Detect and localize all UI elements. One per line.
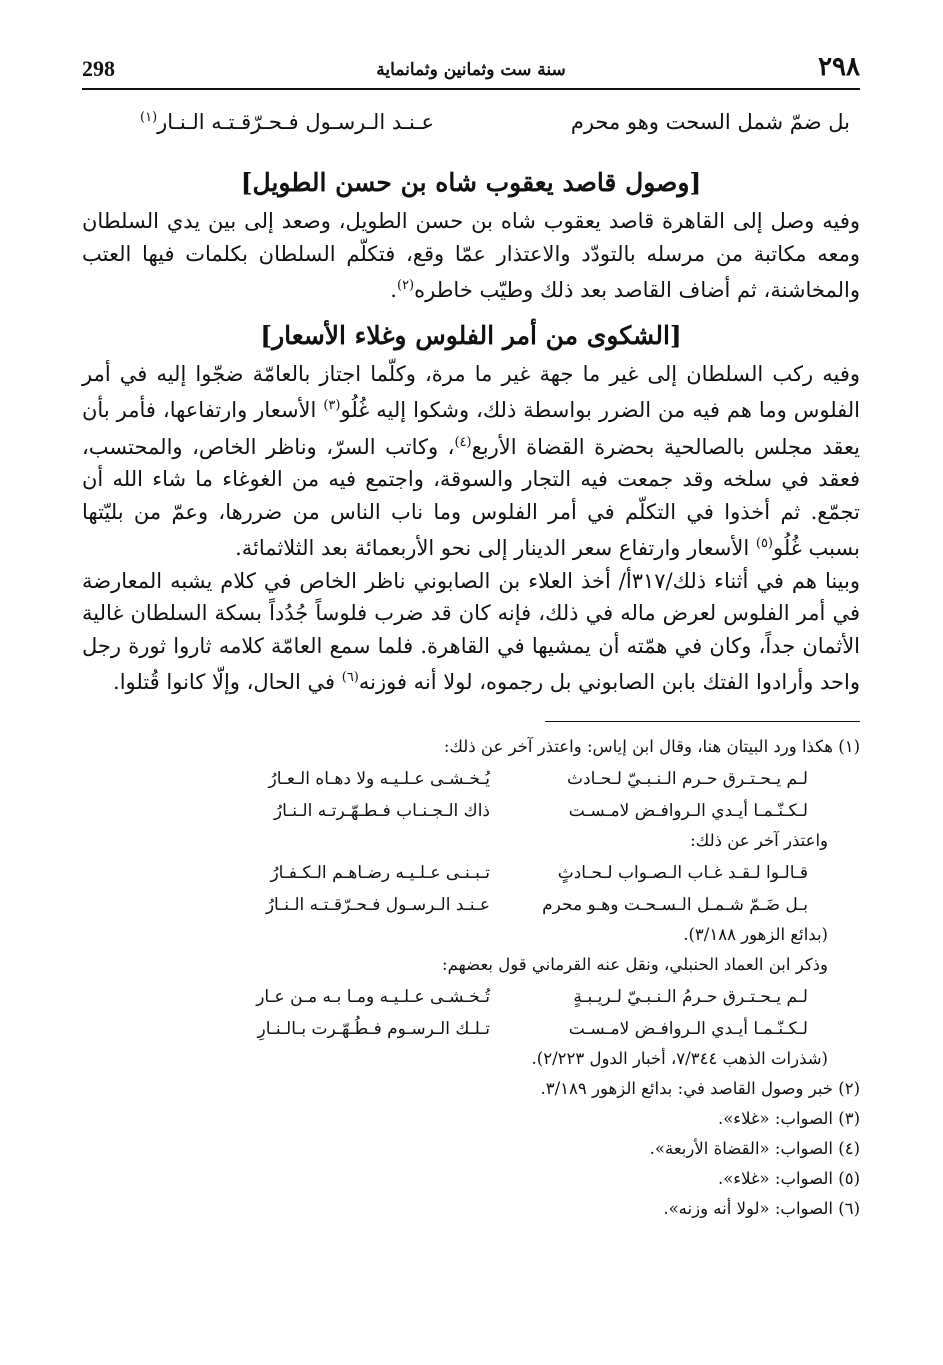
footnote-verse: لـم يـحـتـرق حـرمُ الـنـبـيّ لـريـبـةٍ تُـخـشـى عـلـيـه ومـا بـه مـن عـار xyxy=(256,986,808,1007)
page-header xyxy=(82,48,860,90)
running-title: سنة ست وثمانين وثمانماية xyxy=(376,60,566,80)
page-number-latin: 298 xyxy=(82,56,115,81)
footnote-3: (٣) الصواب: «غلاء». xyxy=(717,1108,860,1128)
section-heading-envoy: [وصول قاصد يعقوب شاه بن حسن الطويل] xyxy=(240,168,702,197)
footnote-ref: (٥) xyxy=(755,536,773,551)
footnote-1-mid: واعتذر آخر عن ذلك: xyxy=(690,830,828,850)
footnote-verse: لـكـنّـمـا أيـدي الـروافـض لامـسـت ذاك الـجـنـاب فـطـهّـرتـه الـنـارُ xyxy=(273,800,808,821)
paragraph-envoy: وفيه وصل إلى القاهرة قاصد يعقوب شاه بن حسن الطويل، وصعد إلى بين يدي السلطان ومعه مكاتبة من مرسله بالتودّد والاعتذار عمّا وقع، فتكلّم السلطان بكلمات فيها العتب والمخاشنة، ثم أضاف القاصد بعد ذلك وطيّب خاطره$^{(٢)}$. xyxy=(82,209,860,302)
footnote-verse: لـم يـحـتـرق حـرم الـنـبـيّ لـحـادث يُـخـشـى عـلـيـه ولا دهـاه الـعـارُ xyxy=(268,768,808,789)
page-number-arabic: ٢٩٨ xyxy=(818,52,860,82)
verse-second-hemistich: عـنـد الـرسـول فـحـرّقـتـه الـنـار$^{(١)}$ xyxy=(140,110,435,134)
section-heading-complaint: [الشكوى من أمر الفلوس وغلاء الأسعار] xyxy=(260,320,682,350)
footnote-ref: (٦) xyxy=(341,670,359,685)
footnote-6: (٦) الصواب: «لولا أنه وزنه». xyxy=(663,1198,860,1218)
footnote-ref: (١) xyxy=(140,110,158,125)
footnote-1-source-2: (شذرات الذهب ٧/٣٤٤، أخبار الدول ٢/٢٢٣). xyxy=(531,1048,828,1068)
book-page xyxy=(82,48,860,1224)
paragraph-complaint-2: وبينا هم في أثناء ذلك/٣١٧أ/ أخذ العلاء بن الصابوني ناظر الخاص في كلام يشبه المعارضة في أمر الفلوس لعرض ماله في ذلك، فإنه كان قد ضرب فلوساً جُدُداً بسكة السلطان غالية الأثمان جداً، وكان في همّته أن يمشيها في القاهرة. فلما سمع العامّة كلامه ثاروا ثورة رجل واحد وأرادوا الفتك بابن الصابوني بل رجموه، لولا أنه فوزنه$^{(٦)}$ في الحال، وإلّا كانوا قُتلوا. xyxy=(82,568,860,694)
paragraph-complaint-1: وفيه ركب السلطان إلى غير ما جهة غير ما مرة، وكلّما اجتاز بالعامّة ضجّوا إليه في أمر الفلوس وما هم فيه من الضرر بواسطة ذلك، وشكوا إليه غُلُو$^{(٣)}$ الأسعار وارتفاعها، فأمر بأن يعقد مجلس بالصالحية بحضرة القضاة الأربع$^{(٤)}$، وكاتب السرّ، وناظر الخاص، والمحتسب، فعقد في سلخه وقد جمعت فيه التجار والسوقة، واجتمع فيه من الغوغاء ما شاء الله أن تجمّع. ثم أخذوا في التكلّم في أمر الفلوس وما ناب الناس من ضررها، وعمّ من بليّتها بسبب غُلُو$^{(٥)}$ الأسعار وارتفاع سعر الدينار إلى نحو الأربعمائة بعد الثلاثمائة. xyxy=(82,361,860,560)
footnote-5: (٥) الصواب: «غلاء». xyxy=(717,1168,860,1188)
footnote-verse: قـالـوا لـقـد غـاب الـصـواب لـحـادثٍ تـبـنـى عـلـيـه رضـاهـم الـكـفـارُ xyxy=(270,862,808,883)
footnote-ref: (٢) xyxy=(396,278,415,293)
verse-first-hemistich: بل ضمّ شمل السحت وهو محرم xyxy=(570,110,850,134)
footnote-ref: (٤) xyxy=(454,434,472,450)
footnote-ref: (٣) xyxy=(323,398,341,413)
footnote-1-source: (بدائع الزهور ٣/١٨٨). xyxy=(683,924,828,944)
footnote-2: (٢) خبر وصول القاصد في: بدائع الزهور ٣/١٨٩. xyxy=(540,1078,860,1098)
footnote-1-intro: (١) هكذا ورد البيتان هنا، وقال ابن إياس: واعتذر آخر عن ذلك: xyxy=(443,736,860,756)
footnote-verse: بـل ضَـمّ شـمـل الـسـحـت وهـو محرم عـنـد الـرسـول فـحـرّقـتـه الـنـارُ xyxy=(265,894,808,915)
footnote-verse: لـكـنّـمـا أيـدي الـروافـض لامـسـت تـلـك الـرسـوم فـطُـهّـرت بـالـنـارِ xyxy=(257,1018,808,1039)
footnote-separator xyxy=(545,721,860,722)
footnote-4: (٤) الصواب: «القضاة الأربعة». xyxy=(649,1138,860,1158)
top-verse xyxy=(82,110,860,154)
footnotes xyxy=(82,732,860,1224)
footnote-1-intro-2: وذكر ابن العماد الحنبلي، ونقل عنه القرماني قول بعضهم: xyxy=(442,954,828,974)
